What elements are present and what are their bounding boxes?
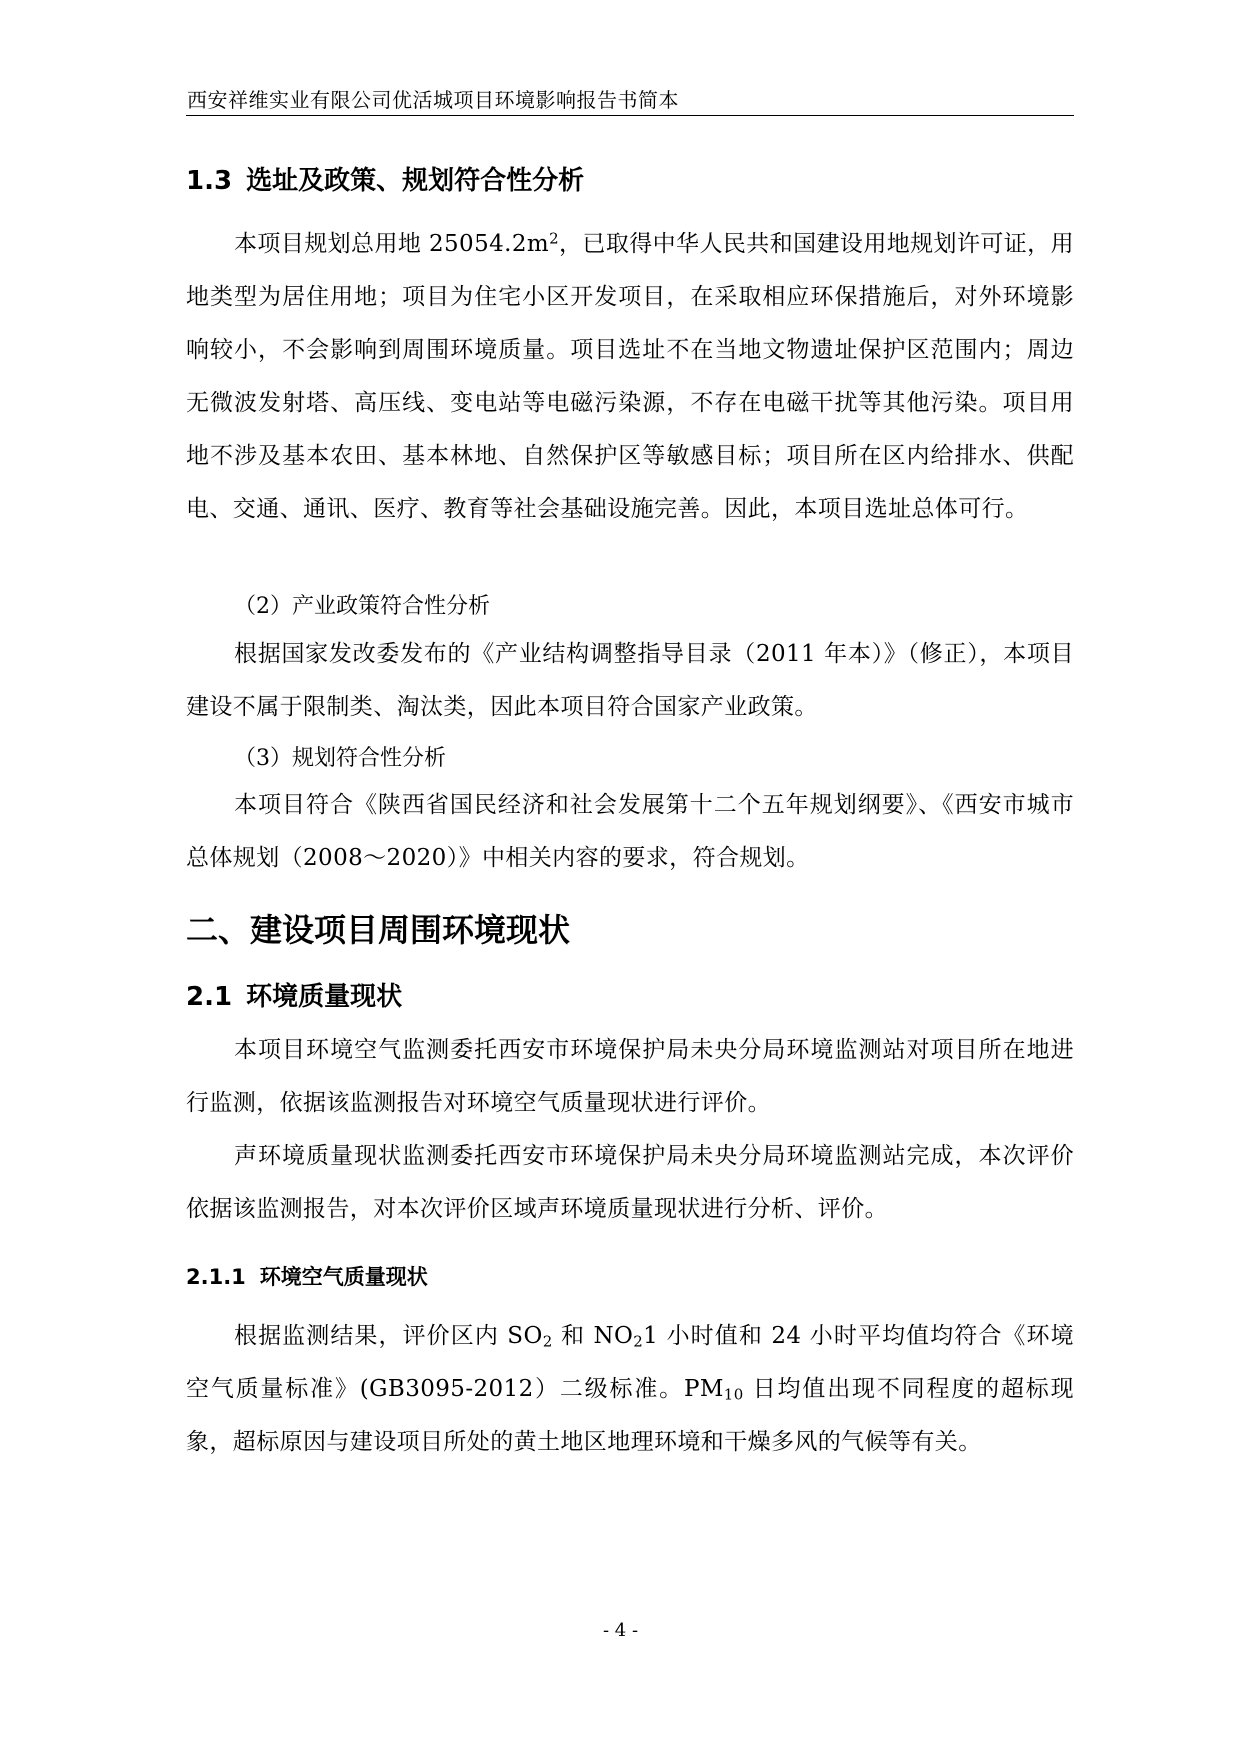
subheading-industrial-policy: （2）产业政策符合性分析 (234, 594, 490, 619)
air-monitoring-paragraph: 本项目环境空气监测委托西安市环境保护局未央分局环境监测站对项目所在地进行监测，依据该监测报告对环境空气质量现状进行评价。 (186, 1037, 1074, 1116)
section-number: 2.1 (186, 982, 233, 1012)
section-title: 选址及政策、规划符合性分析 (246, 166, 585, 196)
subscript: 10 (723, 1385, 744, 1404)
subheading-planning: （3）规划符合性分析 (234, 746, 446, 771)
paragraph-text: 1 小时值和 24 小时平均值均符合《环境空气质量标准》(GB3095-2012）二级标准。PM (186, 1323, 1074, 1402)
page-number: - 4 - (602, 1620, 639, 1641)
site-selection-paragraph (186, 218, 1074, 536)
planning-paragraph: 本项目符合《陕西省国民经济和社会发展第十二个五年规划纲要》、《西安市城市总体规划（2008～2020）》中相关内容的要求，符合规划。 (186, 792, 1074, 871)
superscript: 2 (549, 229, 560, 248)
section-heading-1-3 (186, 160, 584, 197)
subscript: 2 (633, 1332, 644, 1351)
chapter-heading-2: 二、建设项目周围环境现状 (186, 911, 571, 949)
noise-monitoring-paragraph: 声环境质量现状监测委托西安市环境保护局未央分局环境监测站完成，本次评价依据该监测报告，对本次评价区域声环境质量现状进行分析、评价。 (186, 1143, 1074, 1222)
subscript: 2 (542, 1332, 553, 1351)
section-title: 环境空气质量现状 (259, 1265, 428, 1289)
industrial-policy-paragraph: 根据国家发改委发布的《产业结构调整指导目录（2011 年本）》（修正），本项目建设不属于限制类、淘汰类，因此本项目符合国家产业政策。 (186, 641, 1074, 720)
header-rule (186, 115, 1074, 116)
section-title: 环境质量现状 (246, 982, 403, 1012)
paragraph-text: 本项目规划总用地 25054.2m (234, 231, 550, 257)
section-heading-2-1-1 (186, 1261, 428, 1291)
air-quality-results-paragraph (186, 1310, 1074, 1469)
paragraph-text: 和 NO (552, 1323, 634, 1349)
paragraph-text: 根据监测结果，评价区内 SO (234, 1323, 543, 1349)
section-heading-2-1 (186, 976, 402, 1013)
paragraph-text: ，已取得中华人民共和国建设用地规划许可证，用地类型为居住用地；项目为住宅小区开发项目，在采取相应环保措施后，对外环境影响较小，不会影响到周围环境质量。项目选址不在当地文物遗址保护区范围内；周边无微波发射塔、高压线、变电站等电磁污染源，不存在电磁干扰等其他污染。项目用地不涉及基本农田、基本林地、自然保护区等敏感目标；项目所在区内给排水、供配电、交通、通讯、医疗、教育等社会基础设施完善。因此，本项目选址总体可行。 (186, 231, 1074, 522)
section-number: 2.1.1 (186, 1265, 246, 1289)
section-number: 1.3 (186, 166, 233, 196)
paragraph-text: 日均值出现不同程度的超标现象，超标原因与建设项目所处的黄土地区地理环境和干燥多风的气候等有关。 (186, 1376, 1074, 1455)
running-header: 西安祥维实业有限公司优活城项目环境影响报告书简本 (187, 88, 679, 112)
